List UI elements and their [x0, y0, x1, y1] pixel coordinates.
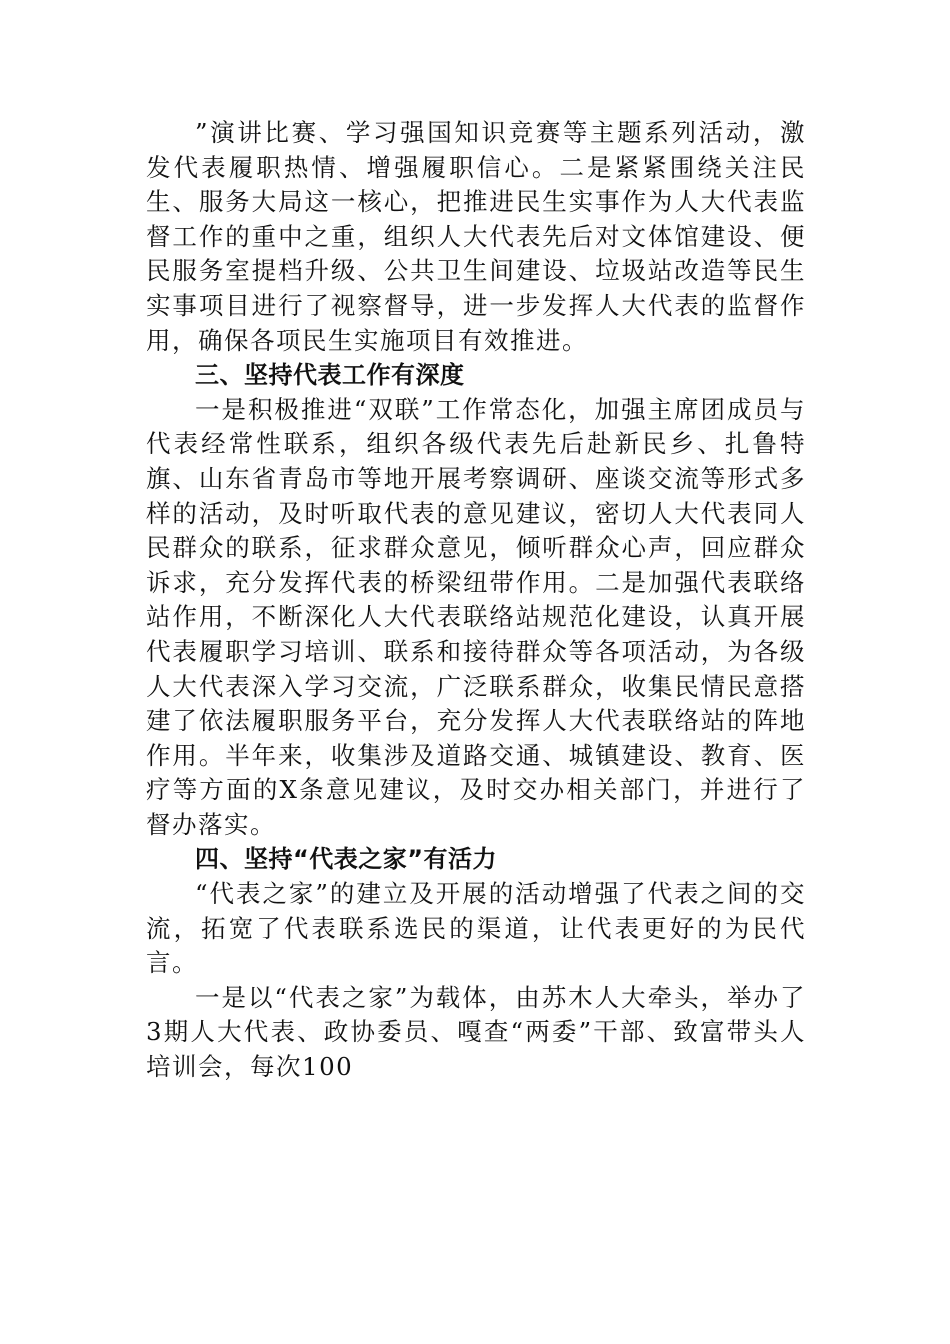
section-heading-three: 三、坚持代表工作有深度	[195, 361, 465, 390]
section-heading-four: 四、坚持“代表之家”有活力	[195, 845, 498, 874]
document-page	[146, 116, 806, 1085]
paragraph-training-sessions: 一是以“代表之家”为载体，由苏木人大牵头，举办了3期人大代表、政协委员、嘎查“两委”干部、致富带头人培训会，每次100	[146, 982, 806, 1082]
paragraph-activities-supervision: ”演讲比赛、学习强国知识竞赛等主题系列活动，激发代表履职热情、增强履职信心。二是紧紧围绕关注民生、服务大局这一核心，把推进民生实事作为人大代表监督工作的重中之重，组织人大代表先后对文体馆建设、便民服务室提档升级、公共卫生间建设、垃圾站改造等民生实事项目进行了视察督导，进一步发挥人大代表的监督作用，确保各项民生实施项目有效推进。	[146, 118, 806, 355]
paragraph-dual-contact: 一是积极推进“双联”工作常态化，加强主席团成员与代表经常性联系，组织各级代表先后赴新民乡、扎鲁特旗、山东省青岛市等地开展考察调研、座谈交流等形式多样的活动，及时听取代表的意见建议，密切人大代表同人民群众的联系，征求群众意见，倾听群众心声，回应群众诉求，充分发挥代表的桥梁纽带作用。二是加强代表联络站作用，不断深化人大代表联络站规范化建设，认真开展代表履职学习培训、联系和接待群众等各项活动，为各级人大代表深入学习交流，广泛联系群众，收集民情民意搭建了依法履职服务平台，充分发挥人大代表联络站的阵地作用。半年来，收集涉及道路交通、城镇建设、教育、医疗等方面的X条意见建议，及时交办相关部门，并进行了督办落实。	[146, 394, 806, 839]
paragraph-representatives-home: “代表之家”的建立及开展的活动增强了代表之间的交流，拓宽了代表联系选民的渠道，让代表更好的为民代言。	[146, 879, 806, 978]
